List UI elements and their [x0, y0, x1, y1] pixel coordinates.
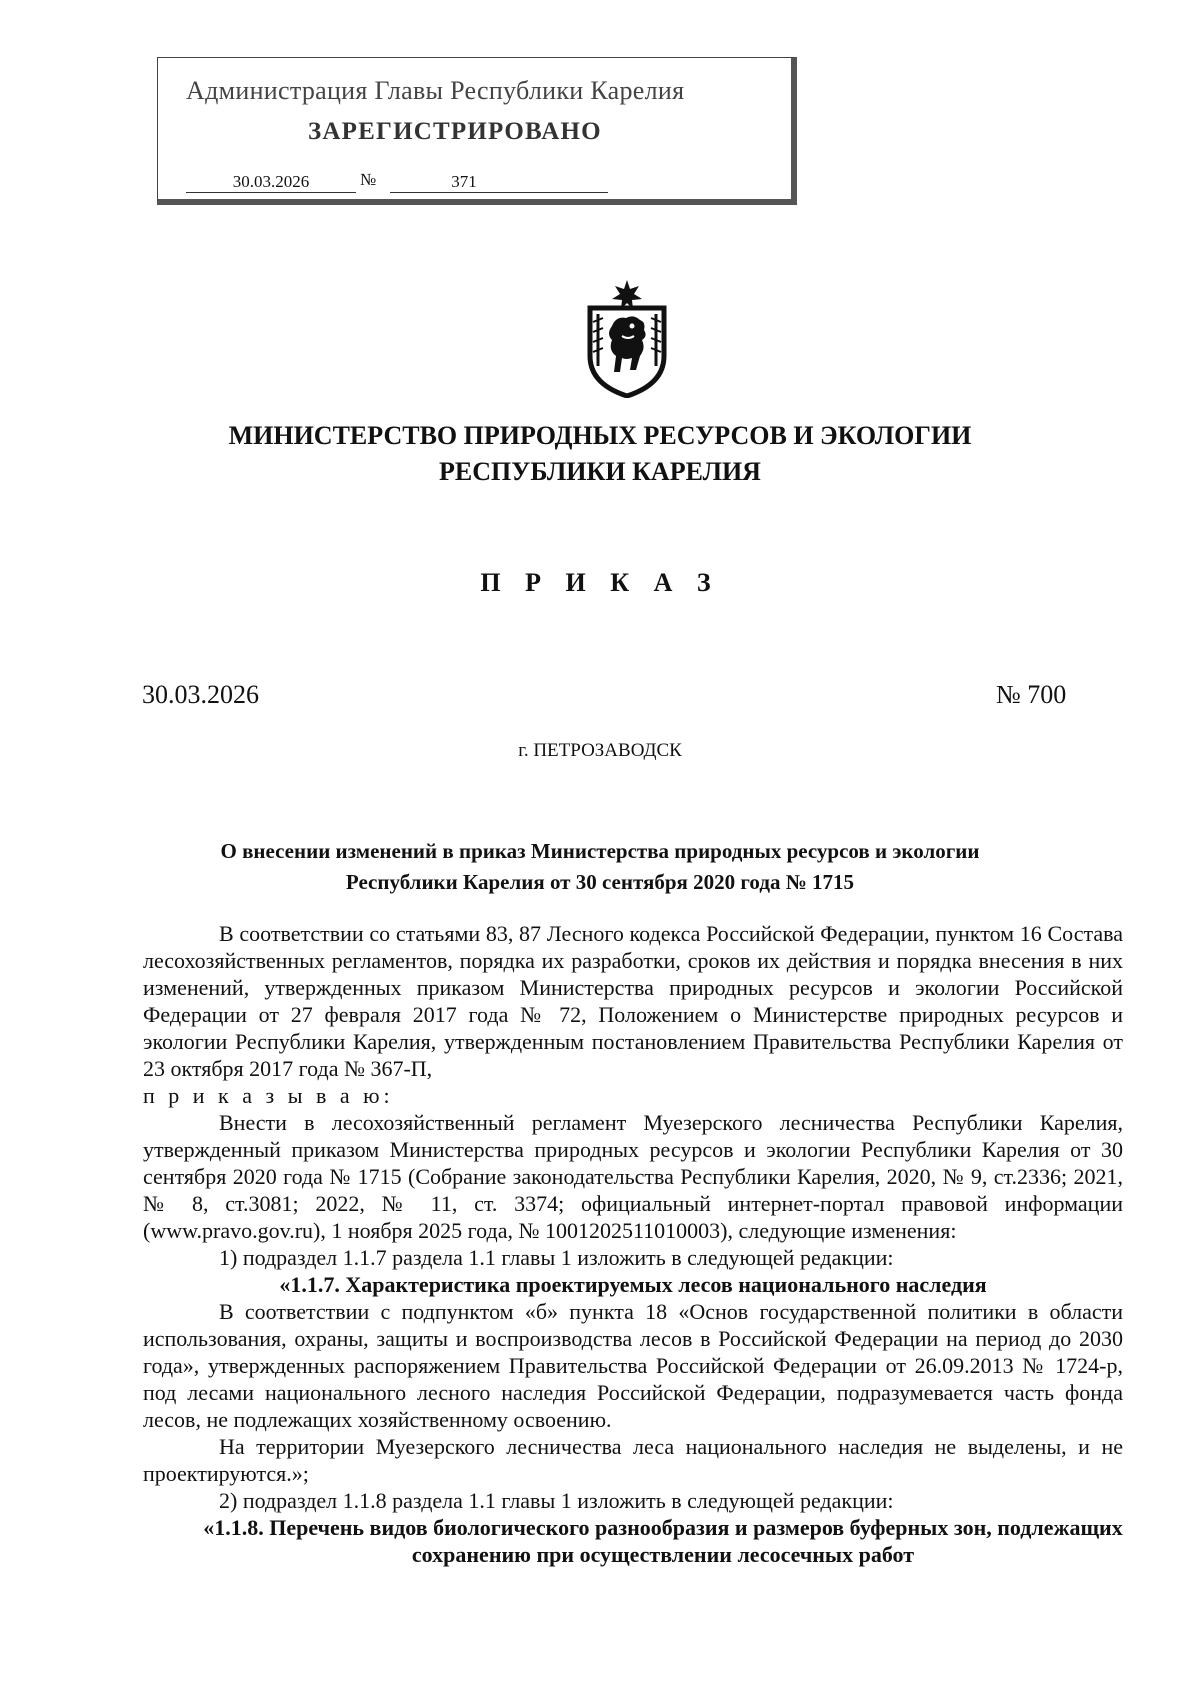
order-date: 30.03.2026 [142, 680, 259, 709]
stamp-number-sign: № [360, 170, 377, 189]
order-word: п р и к а з ы в а ю: [143, 1083, 394, 1108]
ministry-name-line1: МИНИСТЕРСТВО ПРИРОДНЫХ РЕСУРСОВ И ЭКОЛОГИИ [228, 421, 972, 450]
city: г. ПЕТРОЗАВОДСК [518, 740, 682, 761]
section-paragraph-2: На территории Муезерского лесничества леса национального наследия не выделены, и не проектируются.»; [143, 1434, 1123, 1486]
document-type: П Р И К А З [480, 568, 720, 597]
karelia-coat-of-arms-icon [582, 278, 672, 398]
subject-line1: О внесении изменений в приказ Министерства природных ресурсов и экологии [220, 839, 980, 863]
order-number: № 700 [996, 680, 1067, 709]
section-paragraph-1: В соответствии с подпунктом «б» пункта 18 «Основ государственной политики в области использования, охраны, защиты и воспроизводства лесов в Российской Федерации на период до 2030 года», утвержденных распоряжением Правительства Российской Федерации от 26.09.2013 № 1724-р, под лесами национального лесного наследия Российской Федерации, подразумевается часть фонда лесов, не подлежащих хозяйственному освоению. [143, 1299, 1123, 1432]
stamp-organization: Администрация Главы Республики Карелия [186, 76, 685, 105]
amendment-paragraph: Внести в лесохозяйственный регламент Муезерского лесничества Республики Карелия, утвержденный приказом Министерства природных ресурсов и экологии Республики Карелия от 30 сентября 2020 года № 1715 (Собрание законодательства Республики Карелия, 2020, № 9, ст.2336; 2021, № 8, ст.3081; 2022, № 11, ст. 3374; официальный интернет-портал правовой информации (www.pravo.gov.ru), 1 ноября 2025 года, № 1001202511010003), следующие изменения: [143, 1110, 1123, 1243]
registration-stamp [157, 57, 797, 205]
amendment-item-2: 2) подраздел 1.1.8 раздела 1.1 главы 1 изложить в следующей редакции: [219, 1488, 894, 1513]
section-heading-1-1-8: «1.1.8. Перечень видов биологического разнообразия и размеров буферных зон, подлежащих сохранению при осуществлении лесосечных работ [203, 1515, 1123, 1567]
stamp-status: ЗАРЕГИСТРИРОВАНО [308, 118, 602, 145]
ministry-name-line2: РЕСПУБЛИКИ КАРЕЛИЯ [439, 457, 761, 486]
stamp-number: 371 [390, 172, 608, 193]
preamble-paragraph: В соответствии со статьями 83, 87 Лесного кодекса Российской Федерации, пунктом 16 Состава лесохозяйственных регламентов, порядка их разработки, сроков их действия и порядка внесения в них изменений, утвержденных приказом Министерства природных ресурсов и экологии Российской Федерации от 27 февраля 2017 года № 72, Положением о Министерстве природных ресурсов и экологии Республики Карелия, утвержденным постановлением Правительства Республики Карелия от 23 октября 2017 года № 367-П, [143, 921, 1123, 1081]
subject-line2: Республики Карелия от 30 сентября 2020 года № 1715 [345, 870, 855, 894]
amendment-item-1: 1) подраздел 1.1.7 раздела 1.1 главы 1 изложить в следующей редакции: [219, 1245, 894, 1270]
document-body [143, 920, 1123, 1568]
stamp-date: 30.03.2026 [186, 172, 356, 193]
section-heading-1-1-7: «1.1.7. Характеристика проектируемых лесов национального наследия [279, 1272, 987, 1297]
